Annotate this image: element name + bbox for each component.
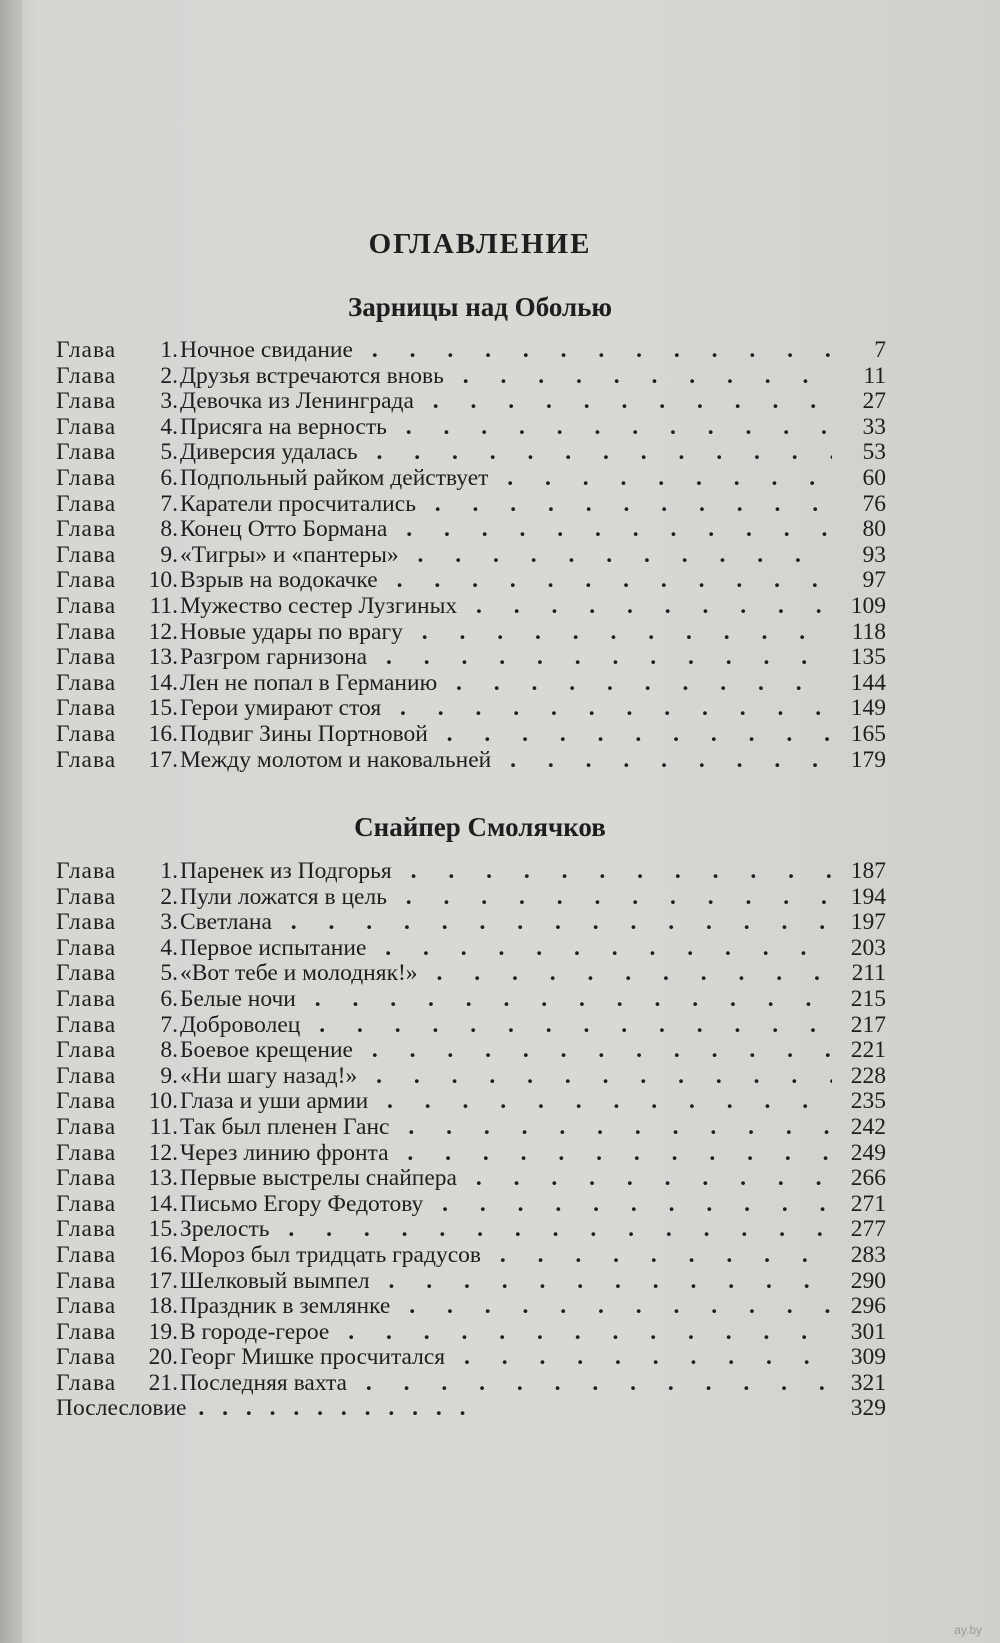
chapter-title: Новые удары по врагу . . .	[180, 620, 832, 646]
chapter-word: Глава	[56, 1037, 117, 1064]
toc-entry	[56, 936, 886, 962]
chapter-title: Между молотом и наковальней . . .	[180, 748, 832, 774]
chapter-title: Разгром гарнизона . . .	[180, 645, 832, 671]
chapter-page-number: 242	[850, 1113, 886, 1140]
chapter-title: Девочка из Ленинграда . . .	[180, 389, 832, 415]
chapter-page-number: 76	[862, 490, 886, 517]
chapter-word: Глава	[56, 1318, 117, 1345]
chapter-title: Через линию фронта . . .	[180, 1141, 832, 1167]
chapter-number: 10.	[148, 1088, 178, 1115]
chapter-word: Глава	[56, 1011, 117, 1038]
toc-entry	[56, 1320, 886, 1346]
chapter-word: Глава	[56, 618, 117, 645]
toc-entry	[56, 1038, 886, 1064]
chapter-title: Так был пленен Ганс . . .	[180, 1115, 832, 1141]
chapter-number: 4.	[160, 934, 178, 961]
chapter-title: Паренек из Подгорья . . .	[180, 859, 832, 885]
chapter-number: 9.	[160, 1062, 178, 1089]
chapter-title: Каратели просчитались . . .	[180, 492, 832, 518]
chapter-number: 15.	[148, 695, 178, 722]
chapter-title: Мужество сестер Лузгиных . . .	[180, 594, 832, 620]
chapter-number: 8.	[160, 1037, 178, 1064]
toc-entry	[56, 1064, 886, 1090]
chapter-title: Ночное свидание . . .	[180, 338, 832, 364]
chapter-title: Первые выстрелы снайпера . . .	[180, 1166, 832, 1192]
chapter-word: Глава	[56, 1267, 117, 1294]
toc-entry	[56, 364, 886, 390]
chapter-number: 1.	[160, 858, 178, 884]
chapter-page-number: 27	[862, 388, 886, 415]
chapter-number: 5.	[160, 439, 178, 466]
chapter-word: Глава	[56, 1165, 117, 1192]
toc-entry	[56, 1269, 886, 1295]
chapter-page-number: 215	[850, 985, 886, 1012]
chapter-word: Глава	[56, 592, 117, 619]
toc-entry	[56, 696, 886, 722]
chapter-page-number: 283	[850, 1241, 886, 1268]
chapter-word: Глава	[56, 1088, 117, 1115]
toc-entry	[56, 389, 886, 415]
toc-entry	[56, 885, 886, 911]
chapter-title: Светлана . . .	[180, 910, 832, 936]
chapter-title: Шелковый вымпел . . .	[180, 1269, 832, 1295]
chapter-page-number: 197	[850, 909, 886, 936]
toc-entry	[56, 1141, 886, 1167]
chapter-word: Глава	[56, 388, 117, 415]
toc-list-section-2	[56, 859, 886, 1422]
chapter-number: 4.	[160, 413, 178, 440]
afterword-page-number: 329	[850, 1395, 886, 1422]
chapter-title: Пули ложатся в цель . . .	[180, 885, 832, 911]
chapter-word: Глава	[56, 1344, 117, 1371]
chapter-title: Белые ночи . . .	[180, 987, 832, 1013]
chapter-page-number: 165	[850, 720, 886, 747]
chapter-title: Друзья встречаются вновь . . .	[180, 364, 832, 390]
chapter-page-number: 149	[850, 695, 886, 722]
chapter-title: Доброволец . . .	[180, 1013, 832, 1039]
chapter-word: Глава	[56, 1293, 117, 1320]
chapter-title: Письмо Егору Федотову . . .	[180, 1192, 832, 1218]
chapter-word: Глава	[56, 413, 117, 440]
chapter-number: 6.	[160, 985, 178, 1012]
chapter-word: Глава	[56, 669, 117, 696]
chapter-title: «Тигры» и «пантеры» . . .	[180, 543, 832, 569]
chapter-number: 12.	[148, 618, 178, 645]
afterword-entry	[56, 1396, 886, 1422]
page-title: ОГЛАВЛЕНИЕ	[368, 228, 592, 260]
chapter-word: Глава	[56, 516, 117, 543]
chapter-title: Первое испытание . . .	[180, 936, 832, 962]
chapter-page-number: 211	[851, 960, 886, 987]
chapter-title: В городе-герое . . .	[180, 1320, 832, 1346]
chapter-number: 1.	[160, 337, 178, 363]
chapter-word: Глава	[56, 1241, 117, 1268]
chapter-title: Присяга на верность . . .	[180, 415, 832, 441]
chapter-page-number: 235	[850, 1088, 886, 1115]
chapter-page-number: 109	[850, 592, 886, 619]
toc-entry	[56, 1013, 886, 1039]
chapter-page-number: 53	[862, 439, 886, 466]
chapter-page-number: 217	[850, 1011, 886, 1038]
chapter-word: Глава	[56, 337, 117, 363]
chapter-title: Конец Отто Бормана . . .	[180, 517, 832, 543]
toc-entry	[56, 1217, 886, 1243]
chapter-page-number: 290	[850, 1267, 886, 1294]
section-title-2: Снайпер Смолячков	[354, 812, 606, 842]
chapter-page-number: 271	[850, 1190, 886, 1217]
chapter-word: Глава	[56, 746, 117, 773]
chapter-title: «Ни шагу назад!» . . .	[180, 1064, 832, 1090]
chapter-number: 2.	[160, 362, 178, 389]
chapter-word: Глава	[56, 567, 117, 594]
toc-entry	[56, 492, 886, 518]
chapter-title: Диверсия удалась . . .	[180, 440, 832, 466]
chapter-number: 7.	[160, 490, 178, 517]
afterword-title: Послесловие . . .	[56, 1396, 476, 1422]
chapter-number: 5.	[160, 960, 178, 987]
chapter-number: 21.	[148, 1369, 178, 1396]
chapter-page-number: 228	[850, 1062, 886, 1089]
toc-entry	[56, 910, 886, 936]
chapter-word: Глава	[56, 362, 117, 389]
chapter-page-number: 60	[862, 464, 886, 491]
chapter-number: 10.	[148, 567, 178, 594]
chapter-page-number: 321	[850, 1369, 886, 1396]
toc-entry	[56, 1243, 886, 1269]
chapter-title: Глаза и уши армии . . .	[180, 1089, 832, 1115]
chapter-number: 6.	[160, 464, 178, 491]
chapter-title: Взрыв на водокачке . . .	[180, 568, 832, 594]
chapter-page-number: 309	[850, 1344, 886, 1371]
chapter-number: 7.	[160, 1011, 178, 1038]
chapter-word: Глава	[56, 934, 117, 961]
toc-entry	[56, 859, 886, 885]
chapter-number: 13.	[148, 1165, 178, 1192]
chapter-title: Георг Мишке просчитался . . .	[180, 1345, 832, 1371]
section-title-1: Зарницы над Оболью	[347, 292, 613, 322]
chapter-page-number: 266	[850, 1165, 886, 1192]
chapter-page-number: 80	[862, 516, 886, 543]
chapter-page-number: 194	[850, 883, 886, 910]
chapter-page-number: 203	[850, 934, 886, 961]
chapter-number: 12.	[148, 1139, 178, 1166]
toc-entry	[56, 517, 886, 543]
chapter-title: Последняя вахта . . .	[180, 1371, 832, 1397]
chapter-word: Глава	[56, 1216, 117, 1243]
chapter-page-number: 187	[850, 858, 886, 884]
chapter-title: Боевое крещение . . .	[180, 1038, 832, 1064]
chapter-page-number: 118	[851, 618, 886, 645]
chapter-number: 16.	[148, 1241, 178, 1268]
toc-entry	[56, 466, 886, 492]
toc-entry	[56, 987, 886, 1013]
chapter-page-number: 144	[850, 669, 886, 696]
chapter-number: 19.	[148, 1318, 178, 1345]
watermark: ay.by	[954, 1623, 982, 1637]
chapter-number: 2.	[160, 883, 178, 910]
chapter-page-number: 277	[850, 1216, 886, 1243]
chapter-page-number: 179	[850, 746, 886, 773]
toc-entry	[56, 1089, 886, 1115]
chapter-word: Глава	[56, 490, 117, 517]
chapter-number: 15.	[148, 1216, 178, 1243]
toc-entry	[56, 1371, 886, 1397]
toc-entry	[56, 440, 886, 466]
chapter-word: Глава	[56, 1113, 117, 1140]
chapter-number: 16.	[148, 720, 178, 747]
chapter-title: Мороз был тридцать градусов . . .	[180, 1243, 832, 1269]
toc-entry	[56, 961, 886, 987]
chapter-word: Глава	[56, 439, 117, 466]
chapter-word: Глава	[56, 644, 117, 671]
toc-entry	[56, 568, 886, 594]
chapter-title: Зрелость . . .	[180, 1217, 832, 1243]
toc-entry	[56, 543, 886, 569]
chapter-number: 17.	[148, 746, 178, 773]
chapter-page-number: 11	[863, 362, 886, 389]
toc-entry	[56, 645, 886, 671]
chapter-title: Праздник в землянке . . .	[180, 1294, 832, 1320]
chapter-page-number: 301	[850, 1318, 886, 1345]
toc-entry	[56, 620, 886, 646]
toc-entry	[56, 1115, 886, 1141]
chapter-number: 3.	[160, 388, 178, 415]
chapter-word: Глава	[56, 1062, 117, 1089]
chapter-title: «Вот тебе и молодняк!» . . .	[180, 961, 832, 987]
chapter-title: Лен не попал в Германию . . .	[180, 671, 832, 697]
toc-list-section-1	[56, 338, 886, 773]
chapter-number: 8.	[160, 516, 178, 543]
chapter-word: Глава	[56, 858, 117, 884]
chapter-page-number: 97	[862, 567, 886, 594]
chapter-number: 11.	[149, 1113, 178, 1140]
chapter-number: 11.	[149, 592, 178, 619]
chapter-word: Глава	[56, 695, 117, 722]
chapter-number: 20.	[148, 1344, 178, 1371]
toc-entry	[56, 1166, 886, 1192]
chapter-number: 3.	[160, 909, 178, 936]
chapter-page-number: 135	[850, 644, 886, 671]
toc-entry	[56, 671, 886, 697]
toc-entry	[56, 1294, 886, 1320]
chapter-word: Глава	[56, 541, 117, 568]
chapter-word: Глава	[56, 1369, 117, 1396]
toc-entry	[56, 1192, 886, 1218]
chapter-word: Глава	[56, 720, 117, 747]
chapter-page-number: 249	[850, 1139, 886, 1166]
chapter-word: Глава	[56, 1190, 117, 1217]
toc-entry	[56, 748, 886, 774]
chapter-page-number: 221	[850, 1037, 886, 1064]
chapter-title: Герои умирают стоя . . .	[180, 696, 832, 722]
chapter-page-number: 93	[862, 541, 886, 568]
chapter-number: 14.	[148, 669, 178, 696]
chapter-page-number: 296	[850, 1293, 886, 1320]
chapter-word: Глава	[56, 1139, 117, 1166]
chapter-title: Подпольный райком действует . . .	[180, 466, 832, 492]
toc-entry	[56, 594, 886, 620]
chapter-word: Глава	[56, 464, 117, 491]
chapter-number: 13.	[148, 644, 178, 671]
toc-entry	[56, 722, 886, 748]
chapter-word: Глава	[56, 960, 117, 987]
toc-entry	[56, 338, 886, 364]
chapter-word: Глава	[56, 909, 117, 936]
chapter-number: 14.	[148, 1190, 178, 1217]
chapter-word: Глава	[56, 985, 117, 1012]
chapter-number: 18.	[148, 1293, 178, 1320]
chapter-page-number: 7	[874, 337, 886, 363]
chapter-word: Глава	[56, 883, 117, 910]
chapter-title: Подвиг Зины Портновой . . .	[180, 722, 832, 748]
chapter-number: 17.	[148, 1267, 178, 1294]
chapter-number: 9.	[160, 541, 178, 568]
toc-entry	[56, 1345, 886, 1371]
toc-entry	[56, 415, 886, 441]
chapter-page-number: 33	[862, 413, 886, 440]
